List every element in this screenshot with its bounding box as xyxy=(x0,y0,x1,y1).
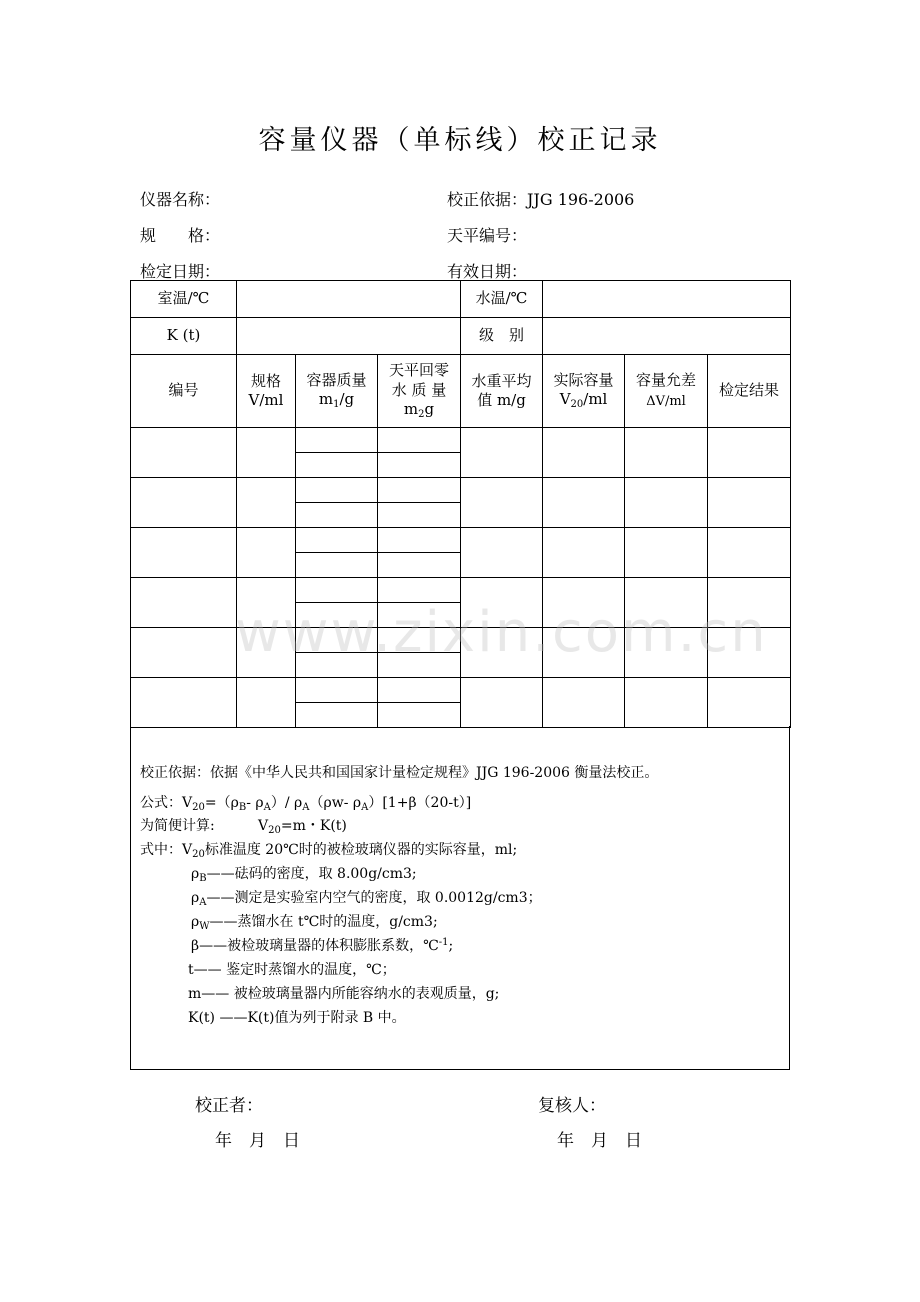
cell-result[interactable] xyxy=(708,478,791,528)
grade-value[interactable] xyxy=(543,318,791,355)
cell-container-mass[interactable] xyxy=(296,578,378,603)
col-header-tolerance xyxy=(625,355,708,428)
cell-water-mass[interactable] xyxy=(378,528,461,553)
cell-tolerance[interactable] xyxy=(625,478,708,528)
formula-part2: - ρ xyxy=(246,795,264,811)
basis-label: 校正依据：JJG 196-2006 xyxy=(447,190,635,209)
col-balance-line1: 天平回零 xyxy=(389,361,450,379)
notes-rho-a xyxy=(191,887,542,908)
cell-water-mass[interactable] xyxy=(378,478,461,503)
notes-beta xyxy=(191,935,453,955)
notes-t: t—— 鉴定时蒸馏水的温度，℃； xyxy=(188,962,396,978)
cell-no[interactable] xyxy=(131,428,237,478)
cell-actual[interactable] xyxy=(543,478,625,528)
water-temp-label: 水温/℃ xyxy=(461,281,543,318)
cell-avg[interactable] xyxy=(461,528,543,578)
cell-no[interactable] xyxy=(131,528,237,578)
notes-box xyxy=(130,726,790,1070)
simple-rest: =m・K(t) xyxy=(280,818,347,834)
table-row xyxy=(131,428,791,453)
beta-sup: -1 xyxy=(438,937,449,948)
col-spec-line2: V/ml xyxy=(248,391,284,409)
col-balance-line2: 水 质 量 xyxy=(391,380,447,399)
rho-a-symbol: ρ xyxy=(191,890,200,906)
cell-container-mass[interactable] xyxy=(296,703,378,728)
notes-simple-label: 为简便计算: xyxy=(140,818,215,834)
where-sub: 20 xyxy=(192,849,205,860)
cell-water-mass[interactable] xyxy=(378,503,461,528)
grade-label: 级 别 xyxy=(461,318,543,355)
cell-tolerance[interactable] xyxy=(625,528,708,578)
notes-kt: K(t) ——K(t)值为列于附录 B 中。 xyxy=(188,1010,406,1026)
col-header-container xyxy=(296,355,378,428)
rho-a-sub: A xyxy=(199,897,207,908)
cell-actual[interactable] xyxy=(543,678,625,728)
notes-rho-w xyxy=(191,911,438,932)
rho-b-text: ——砝码的密度，取 8.00g/cm3; xyxy=(206,866,417,882)
cell-avg[interactable] xyxy=(461,428,543,478)
date-right: 年 月 日 xyxy=(557,1131,642,1151)
col-avg-line1: 水重平均 xyxy=(471,371,532,390)
col-balance-m: m xyxy=(403,400,419,418)
cell-water-mass[interactable] xyxy=(378,453,461,478)
table-row xyxy=(131,678,791,703)
date-left: 年 月 日 xyxy=(215,1131,300,1151)
cell-water-mass[interactable] xyxy=(378,678,461,703)
cell-spec[interactable] xyxy=(237,528,296,578)
balance-no-label: 天平编号： xyxy=(447,226,528,245)
cell-result[interactable] xyxy=(708,428,791,478)
col-header-avg xyxy=(461,355,543,428)
col-header-result: 检定结果 xyxy=(708,355,791,428)
col-header-balance xyxy=(378,355,461,428)
col-container-line1: 容器质量 xyxy=(306,370,367,389)
cell-no[interactable] xyxy=(131,578,237,628)
reviewer-label: 复核人： xyxy=(538,1096,606,1116)
cell-result[interactable] xyxy=(708,528,791,578)
cell-container-mass[interactable] xyxy=(296,553,378,578)
cell-water-mass[interactable] xyxy=(378,703,461,728)
room-temp-label: 室温/℃ xyxy=(131,281,237,318)
formula-part3: ）/ ρ xyxy=(270,795,303,811)
rho-w-text: ——蒸馏水在 t℃时的温度，g/cm3; xyxy=(209,914,438,930)
valid-date-label: 有效日期： xyxy=(447,262,528,281)
col-header-spec xyxy=(237,355,296,428)
beta-post: ; xyxy=(448,938,454,954)
cell-water-mass[interactable] xyxy=(378,553,461,578)
formula-part1: =（ρ xyxy=(204,795,239,811)
cell-water-mass[interactable] xyxy=(378,578,461,603)
formula-v: 公式：V xyxy=(140,795,193,811)
notes-basis: 校正依据：依据《中华人民共和国国家计量检定规程》JJG 196-2006 衡量法校正。 xyxy=(140,765,659,781)
where-pre: 式中：V xyxy=(140,842,193,858)
cell-container-mass[interactable] xyxy=(296,678,378,703)
col-container-sub: 1 xyxy=(333,399,340,411)
page-title: 容量仪器（单标线）校正记录 xyxy=(258,125,662,156)
cell-result[interactable] xyxy=(708,678,791,728)
col-container-m: m xyxy=(318,390,334,409)
cell-spec[interactable] xyxy=(237,428,296,478)
formula-subB: B xyxy=(238,802,247,813)
check-date-label: 检定日期： xyxy=(140,262,221,281)
table-row xyxy=(131,578,791,603)
table-row xyxy=(131,528,791,553)
kt-label: K (t) xyxy=(131,318,237,355)
watermark-text: www.zixin.com.cn xyxy=(235,600,768,665)
cell-tolerance[interactable] xyxy=(625,428,708,478)
rho-a-text: ——测定是实验室内空气的密度，取 0.0012g/cm3； xyxy=(206,890,542,906)
room-temp-value[interactable] xyxy=(237,281,461,318)
col-balance-sub: 2 xyxy=(418,409,425,420)
col-actual-sub: 20 xyxy=(570,399,584,411)
formula-subA2: A xyxy=(302,802,310,813)
water-temp-value[interactable] xyxy=(543,281,791,318)
cell-actual[interactable] xyxy=(543,428,625,478)
col-avg-line2: 值 m/g xyxy=(477,391,526,409)
cell-no[interactable] xyxy=(131,628,237,678)
col-actual-v: V xyxy=(559,390,571,409)
cell-no[interactable] xyxy=(131,678,237,728)
beta-text: β——被检玻璃量器的体积膨胀系数，℃ xyxy=(191,938,439,954)
notes-where xyxy=(140,839,517,860)
where-post: 标准温度 20℃时的被检玻璃仪器的实际容量，ml; xyxy=(204,842,518,858)
notes-simple-formula xyxy=(258,815,347,836)
col-header-no: 编号 xyxy=(131,355,237,428)
cell-container-mass[interactable] xyxy=(296,478,378,503)
cell-tolerance[interactable] xyxy=(625,678,708,728)
cell-no[interactable] xyxy=(131,478,237,528)
notes-m: m—— 被检玻璃量器内所能容纳水的表观质量，g; xyxy=(188,986,500,1002)
formula-subA1: A xyxy=(263,802,271,813)
notes-formula xyxy=(140,792,471,813)
cell-spec[interactable] xyxy=(237,678,296,728)
col-actual-unit: /ml xyxy=(583,390,608,409)
col-balance-unit: g xyxy=(424,400,435,418)
col-container-unit: /g xyxy=(339,390,355,409)
instrument-name-label: 仪器名称： xyxy=(140,190,221,209)
col-header-actual xyxy=(543,355,625,428)
formula-part4: （ρw- ρ xyxy=(309,795,362,811)
simple-sub: 20 xyxy=(268,825,281,836)
spec-label: 规 格： xyxy=(140,226,221,245)
cell-container-mass[interactable] xyxy=(296,528,378,553)
cell-container-mass[interactable] xyxy=(296,453,378,478)
rho-b-sub: B xyxy=(199,873,207,884)
col-tol-line2: ΔV/ml xyxy=(646,393,686,409)
calibrator-label: 校正者： xyxy=(195,1096,263,1116)
table-row xyxy=(131,478,791,503)
cell-container-mass[interactable] xyxy=(296,503,378,528)
simple-v: V xyxy=(258,818,269,834)
formula-sub20: 20 xyxy=(192,802,205,813)
cell-container-mass[interactable] xyxy=(296,428,378,453)
col-tol-line1: 容量允差 xyxy=(636,371,697,390)
formula-subA3: A xyxy=(361,802,369,813)
cell-avg[interactable] xyxy=(461,478,543,528)
kt-value[interactable] xyxy=(237,318,461,355)
cell-actual[interactable] xyxy=(543,528,625,578)
col-actual-line1: 实际容量 xyxy=(553,370,614,389)
rho-w-sub: W xyxy=(199,921,210,932)
col-spec-line1: 规格 xyxy=(250,371,281,390)
rho-w-symbol: ρ xyxy=(191,914,200,930)
cell-avg[interactable] xyxy=(461,678,543,728)
cell-water-mass[interactable] xyxy=(378,428,461,453)
rho-b-symbol: ρ xyxy=(191,866,200,882)
notes-rho-b xyxy=(191,863,417,884)
formula-part5: ）[1+β（20-t）] xyxy=(368,795,472,811)
cell-spec[interactable] xyxy=(237,478,296,528)
